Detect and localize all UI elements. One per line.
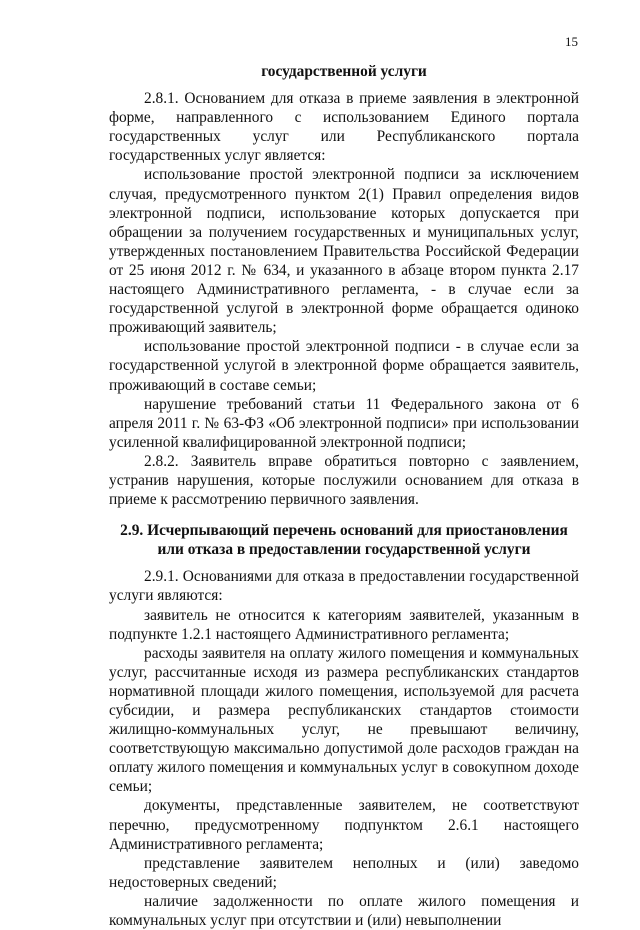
paragraph-2-8-2: 2.8.2. Заявитель вправе обратиться повторно с заявлением, устранив нарушения, которые послужили основанием для отказа в приеме к рассмотрению первичного заявления.	[109, 452, 579, 509]
paragraph-debt: наличие задолженности по оплате жилого помещения и коммунальных услуг при отсутствии и (или) невыполнении	[109, 892, 579, 930]
paragraph-2-9-1: 2.9.1. Основаниями для отказа в предоставлении государственной услуги являются:	[109, 568, 579, 605]
paragraph-law-violation: нарушение требований статьи 11 Федерального закона от 6 апреля 2011 г. № 63-ФЗ «Об электронной подписи» при использовании усиленной квалифицированной электронной подписи;	[109, 395, 579, 451]
page-heading: государственной услуги	[261, 63, 427, 80]
paragraph-simple-signature-single: использование простой электронной подписи за исключением случая, предусмотренного пунктом 2(1) Правил определения видов электронной подписи, использование которых допускается при обращении за получением государственных и муниципальных услуг, утвержденных постановлением Правительства Российской Федерации от 25 июня 2012 г. № 634, и указанного в абзаце втором пункта 2.17 настоящего Административного регламента, - в случае если за государственной услугой в электронной форме обращается одиноко проживающий заявитель;	[109, 166, 579, 337]
page-number: 15	[565, 34, 578, 49]
paragraph-simple-signature-family: использование простой электронной подписи - в случае если за государственной услугой в электронной форме обращается заявитель, проживающий в составе семьи;	[109, 338, 579, 394]
section-heading-2-9	[109, 521, 579, 559]
paragraph-documents: документы, представленные заявителем, не соответствуют перечню, предусмотренному подпунктом 2.6.1 настоящего Административного регламента;	[109, 797, 579, 853]
paragraph-2-8-1: 2.8.1. Основанием для отказа в приеме заявления в электронной форме, направленного с использованием Единого портала государственных услуг или Республиканского портала государственных услуг является:	[109, 90, 579, 165]
paragraph-not-category: заявитель не относится к категориям заявителей, указанным в подпункте 1.2.1 настоящего Административного регламента;	[109, 606, 579, 643]
paragraph-expenses: расходы заявителя на оплату жилого помещения и коммунальных услуг, рассчитанные исходя из размера республиканских стандартов нормативной площади жилого помещения, используемой для расчета субсидии, и размера республиканских стандартов стоимости жилищно-коммунальных услуг, не превышают величину, соответствующую максимально допустимой доле расходов граждан на оплату жилого помещения и коммунальных услуг в совокупном доходе семьи;	[109, 644, 579, 796]
paragraph-incomplete-info: представление заявителем неполных и (или) заведомо недостоверных сведений;	[109, 854, 579, 891]
document-content	[109, 62, 579, 930]
section-heading-line-1: 2.9. Исчерпывающий перечень оснований для приостановления	[120, 522, 568, 540]
section-heading-line-2: или отказа в предоставлении государственной услуги	[157, 541, 531, 559]
